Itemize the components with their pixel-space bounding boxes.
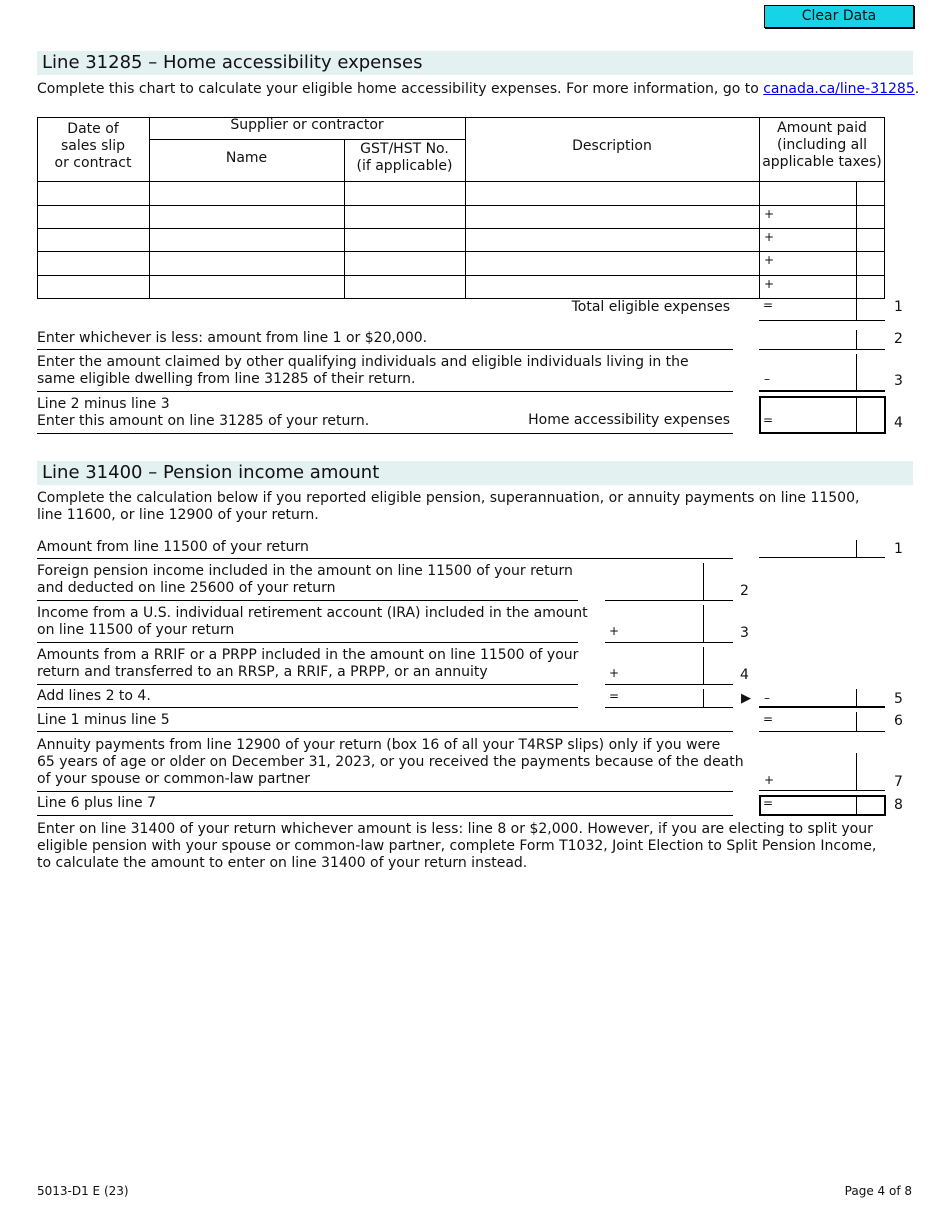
op: – bbox=[764, 691, 770, 705]
line-number: 2 bbox=[894, 331, 903, 347]
col-supplier: Supplier or contractor bbox=[230, 117, 384, 133]
line-number: 8 bbox=[894, 797, 903, 813]
line-number: 1 bbox=[894, 299, 903, 315]
line-number: 6 bbox=[894, 713, 903, 729]
p-line3-text: Income from a U.S. individual retirement account (IRA) included in the amount on line 11500 of your return bbox=[37, 605, 588, 638]
p-line8-text: Line 6 plus line 7 bbox=[37, 795, 156, 811]
row-op: + bbox=[764, 253, 775, 267]
p-line3-field[interactable] bbox=[605, 642, 733, 643]
section-title-31400: Line 31400 – Pension income amount bbox=[37, 461, 913, 485]
line-number: 3 bbox=[894, 373, 903, 389]
line2-field[interactable] bbox=[759, 349, 885, 350]
line-number: 4 bbox=[740, 667, 749, 683]
total-label: Total eligible expenses bbox=[571, 299, 730, 315]
p-line5-field[interactable] bbox=[759, 706, 885, 708]
p-line5-subtotal-field[interactable] bbox=[605, 707, 733, 708]
row-op: + bbox=[764, 230, 775, 244]
p-line2-field[interactable] bbox=[605, 600, 733, 601]
op: + bbox=[609, 666, 620, 680]
clear-data-button[interactable]: Clear Data bbox=[764, 5, 914, 28]
op: = bbox=[763, 712, 774, 726]
p-line8-field[interactable] bbox=[759, 795, 886, 816]
p-line4-text: Amounts from a RRIF or a PRPP included in the amount on line 11500 of your return and transferred to an RRSP, a RRIF, a PRPP, or an annuity bbox=[37, 647, 579, 680]
line4-field[interactable] bbox=[759, 396, 886, 434]
op: = bbox=[763, 298, 774, 312]
p-line7-text: Annuity payments from line 12900 of your return (box 16 of all your T4RSP slips) only if you were 65 years of age or older on December 31, 2023, or you received the payments because of the death of your spouse or common-law partner bbox=[37, 737, 744, 787]
p-line5-text: Add lines 2 to 4. bbox=[37, 688, 151, 704]
line3-field[interactable] bbox=[759, 390, 885, 392]
final-instructions: Enter on line 31400 of your return whichever amount is less: line 8 or $2,000. However, if you are electing to split your eligible pension with your spouse or common-law partner, complete Form T1032, Joint Election to Split Pension Income, to calculate the amount to enter on line 31400 of your return instead. bbox=[37, 821, 877, 871]
intro-31285 bbox=[37, 81, 919, 98]
p-line4-field[interactable] bbox=[605, 684, 733, 685]
home-accessibility-label: Home accessibility expenses bbox=[528, 412, 730, 428]
page-number: Page 4 of 8 bbox=[844, 1184, 912, 1198]
intro-31400: Complete the calculation below if you reported eligible pension, superannuation, or annuity payments on line 11500, line 11600, or line 12900 of your return. bbox=[37, 490, 860, 523]
col-description: Description bbox=[572, 138, 652, 154]
op: + bbox=[609, 624, 620, 638]
op: = bbox=[763, 413, 774, 427]
arrow-right-icon: ▶ bbox=[741, 691, 751, 706]
p-line6-text: Line 1 minus line 5 bbox=[37, 712, 170, 728]
line4-text: Line 2 minus line 3 Enter this amount on line 31285 of your return. bbox=[37, 396, 370, 429]
canada-link[interactable]: canada.ca/line-31285 bbox=[763, 81, 915, 97]
line3-text: Enter the amount claimed by other qualifying individuals and eligible individuals living in the same eligible dwelling from line 31285 of their return. bbox=[37, 354, 689, 387]
p-line2-text: Foreign pension income included in the amount on line 11500 of your return and deducted on line 25600 of your return bbox=[37, 563, 573, 596]
p-line1-field[interactable] bbox=[759, 557, 885, 558]
line-number: 1 bbox=[894, 541, 903, 557]
intro-end: . bbox=[914, 81, 920, 97]
col-amount: Amount paid (including all applicable taxes) bbox=[762, 120, 882, 170]
col-date: Date of sales slip or contract bbox=[54, 121, 132, 171]
line-number: 2 bbox=[740, 583, 749, 599]
op: = bbox=[763, 796, 774, 810]
line-number: 7 bbox=[894, 774, 903, 790]
op: = bbox=[609, 689, 620, 703]
row-op: + bbox=[764, 207, 775, 221]
p-line1-text: Amount from line 11500 of your return bbox=[37, 539, 309, 555]
p-line6-field[interactable] bbox=[759, 731, 885, 732]
p-line7-field[interactable] bbox=[759, 790, 885, 791]
op: + bbox=[764, 773, 775, 787]
col-name: Name bbox=[225, 150, 268, 166]
row-op: + bbox=[764, 277, 775, 291]
line-number: 4 bbox=[894, 415, 903, 431]
form-number: 5013-D1 E (23) bbox=[37, 1184, 129, 1198]
line-number: 3 bbox=[740, 625, 749, 641]
intro-text: Complete this chart to calculate your eligible home accessibility expenses. For more information, go to bbox=[37, 81, 764, 97]
line2-text: Enter whichever is less: amount from line 1 or $20,000. bbox=[37, 330, 428, 346]
col-gst: GST/HST No. (if applicable) bbox=[356, 141, 453, 174]
line-number: 5 bbox=[894, 691, 903, 707]
section-title-31285: Line 31285 – Home accessibility expenses bbox=[37, 51, 913, 75]
op: – bbox=[764, 372, 770, 386]
line1-field[interactable] bbox=[759, 320, 885, 321]
